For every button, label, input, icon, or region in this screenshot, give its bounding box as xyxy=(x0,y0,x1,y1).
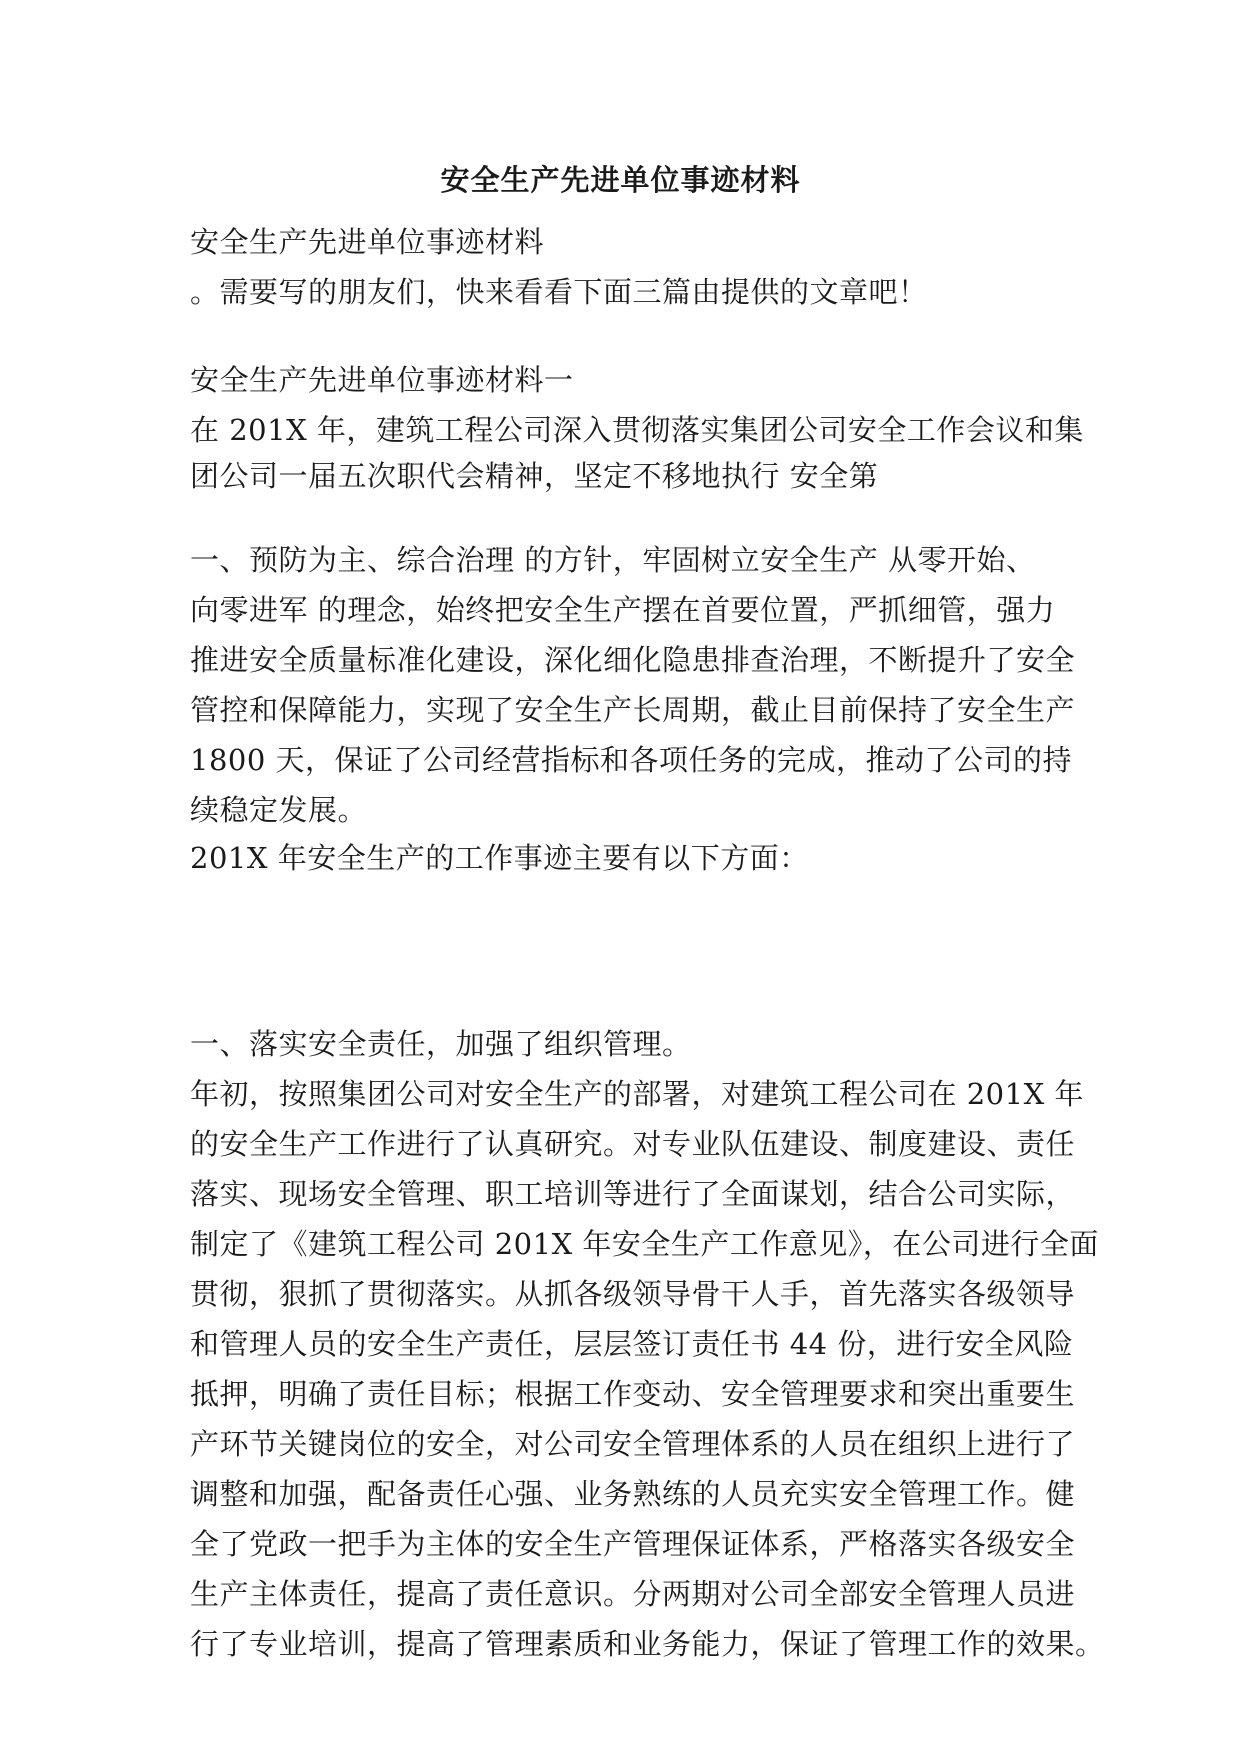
text-line: 向零进军 的理念，始终把安全生产摆在首要位置，严抓细管，强力 xyxy=(190,593,1056,627)
text-line: 一、预防为主、综合治理 的方针，牢固树立安全生产 从零开始、 xyxy=(190,543,1036,577)
text-line: 落实、现场安全管理、职工培训等进行了全面谋划，结合公司实际， xyxy=(190,1177,1076,1211)
text-line: 抵押，明确了责任目标；根据工作变动、安全管理要求和突出重要生 xyxy=(190,1377,1076,1411)
text-line: 全了党政一把手为主体的安全生产管理保证体系，严格落实各级安全 xyxy=(190,1527,1076,1561)
text-line: 推进安全质量标准化建设，深化细化隐患排查治理，不断提升了安全 xyxy=(190,643,1076,677)
text-line: 安全生产先进单位事迹材料 xyxy=(190,225,545,259)
text-line: 生产主体责任，提高了责任意识。分两期对公司全部安全管理人员进 xyxy=(190,1577,1076,1611)
text-line: 1800 天，保证了公司经营指标和各项任务的完成，推动了公司的持 xyxy=(190,743,1073,777)
text-line: 续稳定发展。 xyxy=(190,793,368,827)
text-line: 制定了《建筑工程公司 201X 年安全生产工作意见》，在公司进行全面 xyxy=(190,1227,1099,1261)
text-line: 安全生产先进单位事迹材料一 xyxy=(190,363,574,397)
text-line: 的安全生产工作进行了认真研究。对专业队伍建设、制度建设、责任 xyxy=(190,1127,1076,1161)
text-line: 201X 年安全生产的工作事迹主要有以下方面： xyxy=(190,841,809,875)
text-line: 行了专业培训，提高了管理素质和业务能力，保证了管理工作的效果。 xyxy=(190,1627,1105,1661)
text-line: 和管理人员的安全生产责任，层层签订责任书 44 份，进行安全风险 xyxy=(190,1327,1074,1361)
text-line: 团公司一届五次职代会精神，坚定不移地执行 安全第 xyxy=(190,459,879,493)
text-line: 。需要写的朋友们，快来看看下面三篇由提供的文章吧！ xyxy=(190,275,928,309)
text-line: 调整和加强，配备责任心强、业务熟练的人员充实安全管理工作。健 xyxy=(190,1477,1076,1511)
text-line: 年初，按照集团公司对安全生产的部署，对建筑工程公司在 201X 年 xyxy=(190,1077,1084,1111)
text-line: 贯彻，狠抓了贯彻落实。从抓各级领导骨干人手，首先落实各级领导 xyxy=(190,1277,1076,1311)
text-line: 管控和保障能力，实现了安全生产长周期，截止目前保持了安全生产 xyxy=(190,693,1076,727)
text-line: 一、落实安全责任，加强了组织管理。 xyxy=(190,1027,692,1061)
text-line: 在 201X 年，建筑工程公司深入贯彻落实集团公司安全工作会议和集 xyxy=(190,413,1084,447)
text-line: 产环节关键岗位的安全，对公司安全管理体系的人员在组织上进行了 xyxy=(190,1427,1076,1461)
document-title: 安全生产先进单位事迹材料 xyxy=(440,163,801,197)
